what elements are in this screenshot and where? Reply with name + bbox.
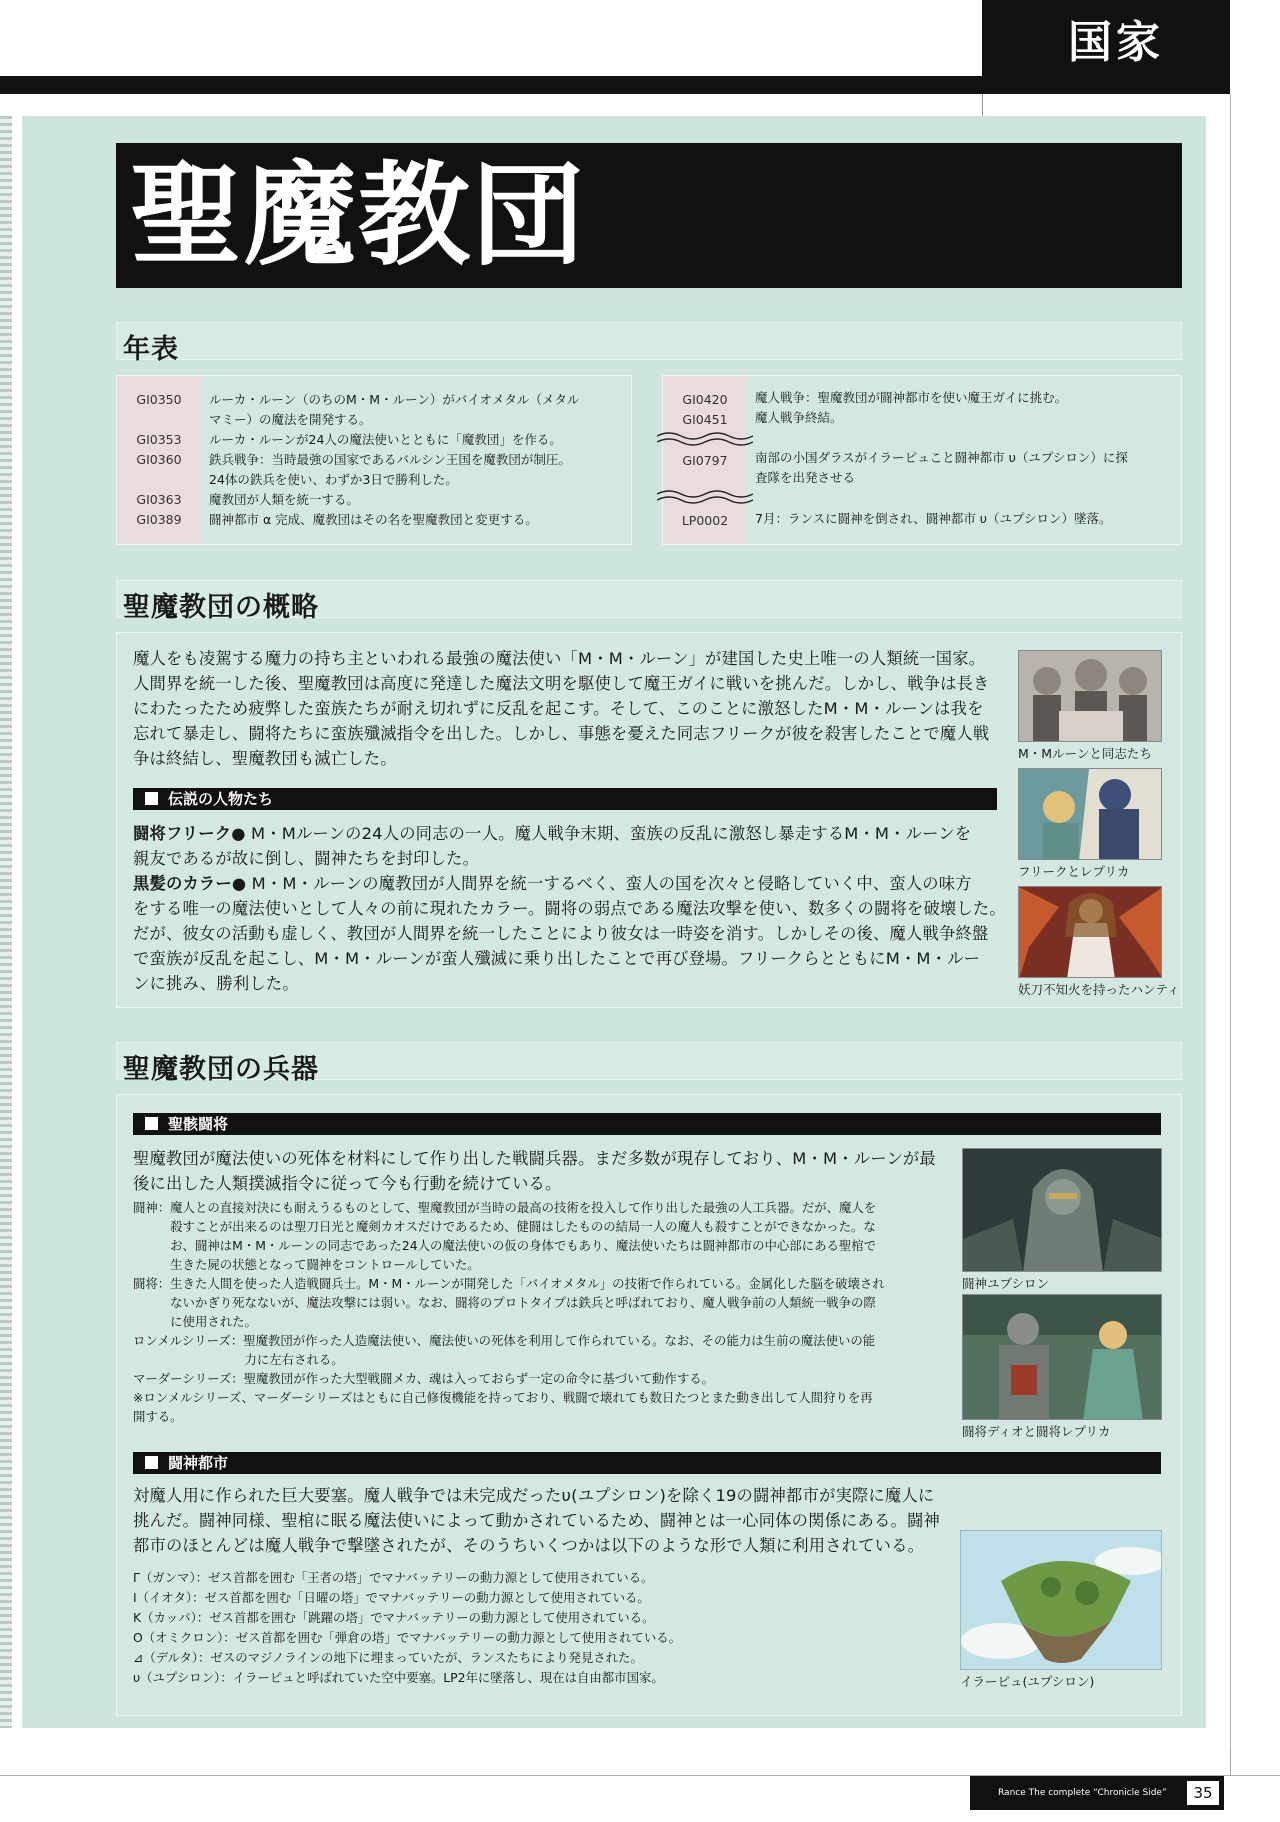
legend-name: 闘将フリーク● [133, 824, 246, 843]
overview-line: 忘れて暴走し、闘将たちに蛮族殲滅指令を出した。しかし、事態を憂えた同志フリークが彼を殺害したことで魔人戦 [133, 724, 990, 743]
city-intro-line: 対魔人用に作られた巨大要塞。魔人戦争では未完成だったυ(ユプシロン)を除く19の闘神都市が実際に魔人に [133, 1486, 935, 1505]
chrono-line: 南部の小国ダラスがイラーピュこと闘神都市 υ（ユプシロン）に探 [755, 450, 1128, 465]
overview-heading: 聖魔教団の概略 [123, 592, 319, 623]
holy-corpse-bar-label: 聖骸闘将 [168, 1115, 229, 1133]
legend-line: 親友であるが故に倒し、闘神たちを封印した。 [133, 849, 480, 868]
overview-line: にわたったため疲弊した蛮族たちが耐え切れずに反乱を起こす。そして、このことに激怒したM・M・ルーンは我を [133, 699, 984, 718]
caption: フリークとレプリカ [1018, 864, 1130, 879]
weapons-line: 闘将：生きた人間を使った人造戦闘兵士。M・M・ルーンが開発した「バイオメタル」の技術で作られている。金属化した脳を破壊され [133, 1276, 885, 1291]
caption: M・Mルーンと同志たち [1018, 746, 1152, 761]
legend-desc: M・Mルーンの24人の同志の一人。魔人戦争末期、蛮族の反乱に激怒し暴走するM・M・ルーンを [245, 824, 972, 843]
caption: 闘神ユプシロン [962, 1276, 1050, 1291]
page-edge-shade [0, 116, 12, 1728]
city-item: Γ（ガンマ）：ゼス首都を囲む「王者の塔」でマナバッテリーの動力源として使用されている。 [133, 1570, 654, 1585]
chrono-code: GI0797 [682, 453, 728, 468]
weapons-intro-line: 後に出した人類撲滅指令に従って今も行動を続けている。 [133, 1174, 562, 1193]
city-item: Ι（イオタ）：ゼス首都を囲む「日曜の塔」でマナバッテリーの動力源として使用されている。 [133, 1590, 650, 1605]
legend-line: だが、彼女の活動も虚しく、教団が人間界を統一したことにより彼女は一時姿を消す。しかしその後、魔人戦争終盤 [133, 924, 989, 943]
overview-text [133, 646, 1013, 771]
weapons-line: ないかぎり死なないが、魔法攻撃には弱い。なお、闘将のプロトタイプは鉄兵と呼ばれており、魔人戦争前の人類統一戦争の際 [133, 1295, 876, 1310]
bullet-square-icon [145, 792, 158, 805]
chrono-code: GI0363 [136, 492, 182, 507]
chronology-heading-box [116, 322, 1182, 365]
weapons-line: 力に左右される。 [133, 1352, 344, 1367]
toushin-city-bar-label: 闘神都市 [168, 1454, 229, 1472]
overview-line: 魔人をも凌駕する魔力の持ち主といわれる最強の魔法使い「M・M・ルーン」が建国した史上唯一の人類統一国家。 [133, 649, 986, 668]
weapons-line: 闘神：魔人との直接対決にも耐えうるものとして、聖魔教団が当時の最高の技術を投入して作り出した最強の人工兵器。だが、魔人を [133, 1200, 877, 1215]
chrono-code: LP0002 [681, 513, 729, 528]
section-tab-label: 国家 [1068, 17, 1164, 68]
weapons-list [133, 1198, 945, 1426]
chrono-text: 魔人戦争：聖魔教団が闘神都市を使い魔王ガイに挑む。 [755, 390, 1068, 405]
overview-line: 争は終結し、聖魔教団も滅亡した。 [133, 749, 397, 768]
chrono-text: 魔教団が人類を統一する。 [209, 492, 360, 507]
timeline-break-wave [657, 432, 753, 446]
chrono-line: ルーカ・ルーン（のちのM・M・ルーン）がバイオメタル（メタル [209, 392, 580, 407]
chronology-heading: 年表 [123, 334, 179, 365]
chronology-left-box [116, 375, 632, 545]
chrono-line: 査隊を出発させる [755, 470, 856, 485]
weapons-line: 殺すことが出来るのは聖刀日光と魔剣カオスだけであるため、健闘はしたものの結局一人の魔人も殺すことができなかった。な [133, 1219, 876, 1234]
chrono-text: ルーカ・ルーンが24人の魔法使いとともに「魔教団」を作る。 [209, 432, 562, 447]
footer-vertical-rule [1230, 1748, 1231, 1776]
weapons-line: マーダーシリーズ：聖魔教団が作った大型戦闘メカ、魂は入っておらず一定の命令に基づいて動作する。 [133, 1371, 714, 1386]
caption: イラーピュ(ユプシロン) [960, 1674, 1095, 1689]
legend-line: ンに挑み、勝利した。 [133, 974, 299, 993]
city-intro [133, 1483, 945, 1558]
chrono-text [209, 390, 579, 430]
chrono-line: 24体の鉄兵を使い、わずか3日で勝利した。 [209, 472, 458, 487]
legend-bar-label: 伝説の人物たち [168, 790, 274, 808]
weapons-line: ※ロンメルシリーズ、マーダーシリーズはともに自己修復機能を持っており、戦闘で壊れても数日たつとまた動き出して人間狩りを再 [133, 1390, 873, 1405]
weapons-heading-box [116, 1042, 1182, 1085]
legend-line [133, 871, 1013, 896]
weapons-line: 生きた屍の状態となって闘神をコントロールしていた。 [133, 1257, 480, 1272]
bullet-square-icon [145, 1117, 158, 1130]
bullet-square-icon [145, 1456, 158, 1469]
weapons-line: お、闘神はM・M・ルーンの同志であった24人の魔法使いの仮の身体でもあり、魔法使いたちは闘神都市の中心部にある聖棺で [133, 1238, 877, 1253]
chrono-text [209, 450, 571, 490]
illustration-tousho-dio-replica [962, 1294, 1162, 1420]
chrono-code: GI0360 [136, 452, 182, 467]
right-margin-rule [1230, 94, 1231, 1774]
timeline-break-wave [657, 490, 753, 504]
chrono-text [755, 448, 1128, 488]
footer-bar [970, 1776, 1224, 1810]
weapons-intro-line: 聖魔教団が魔法使いの死体を材料にして作り出した戦闘兵器。まだ多数が現存しており、M・M・ルーンが最 [133, 1149, 936, 1168]
chrono-code: GI0420 [682, 392, 728, 407]
city-item: Ο（オミクロン）：ゼス首都を囲む「弾倉の塔」でマナバッテリーの動力源として使用されている。 [133, 1630, 681, 1645]
city-intro-line: 挑んだ。闘神同様、聖棺に眠る魔法使いによって動かされているため、闘神とは一心同体の関係にある。闘神 [133, 1511, 940, 1530]
city-intro-line: 都市のほとんどは魔人戦争で撃墜されたが、そのうちいくつかは以下のような形で人類に利用されている。 [133, 1536, 925, 1555]
city-item: ⊿（デルタ）：ゼスのマジノラインの地下に埋まっていたが、ランスたちにより発見された。 [133, 1650, 643, 1665]
chrono-code: GI0451 [682, 412, 728, 427]
legend-desc: M・M・ルーンの魔教団が人間界を統一するべく、蛮人の国を次々と侵略していく中、蛮人の味方 [246, 874, 972, 893]
legend-text [133, 821, 1013, 996]
chrono-text: 闘神都市 α 完成、魔教団はその名を聖魔教団と変更する。 [209, 512, 538, 527]
tab-divider [982, 94, 983, 116]
chrono-code: GI0389 [136, 512, 182, 527]
book-title: Rance The complete “Chronicle Side” [998, 1788, 1167, 1798]
chronology-right-box [662, 375, 1182, 545]
holy-corpse-bar [133, 1113, 1161, 1135]
city-item: Κ（カッパ）：ゼス首都を囲む「跳躍の塔」でマナバッテリーの動力源として使用されている。 [133, 1610, 655, 1625]
chrono-text: 7月：ランスに闘神を倒され、闘神都市 υ（ユプシロン）墜落。 [755, 511, 1112, 526]
legend-line: をする唯一の魔法使いとして人々の前に現れたカラー。闘将の弱点である魔法攻撃を使い、数多くの闘将を破壊した。 [133, 899, 1006, 918]
illustration-freak-replica [1018, 768, 1162, 860]
page-number: 35 [1187, 1781, 1219, 1805]
city-list [133, 1568, 945, 1688]
chrono-code: GI0350 [136, 392, 182, 407]
weapons-intro [133, 1146, 945, 1196]
illustration-irapyu-upsilon [960, 1530, 1162, 1670]
weapons-line: 開する。 [133, 1409, 183, 1424]
caption: 妖刀不知火を持ったハンティ [1018, 982, 1180, 997]
legend-bar [133, 788, 997, 810]
city-item: υ（ユプシロン）：イラーピュと呼ばれていた空中要塞。LP2年に墜落し、現在は自由都市国家。 [133, 1670, 664, 1685]
chrono-text: 魔人戦争終結。 [755, 410, 843, 425]
section-tab [982, 0, 1230, 76]
weapons-line: ロンメルシリーズ：聖魔教団が作った人造魔法使い、魔法使いの死体を利用して作られている。なお、その能力は生前の魔法使いの能 [133, 1333, 876, 1348]
page-title: 聖魔教団 [130, 151, 586, 281]
toushin-city-bar [133, 1452, 1161, 1474]
caption: 闘将ディオと闘将レプリカ [962, 1424, 1111, 1439]
chrono-code: GI0353 [136, 432, 182, 447]
illustration-hanty [1018, 886, 1162, 978]
overview-line: 人間界を統一した後、聖魔教団は高度に発達した魔法文明を駆使して魔王ガイに戦いを挑んだ。しかし、戦争は長き [133, 674, 990, 693]
chrono-line: マミー）の魔法を開発する。 [209, 412, 372, 427]
weapons-line: に使用された。 [133, 1314, 257, 1329]
overview-heading-box [116, 580, 1182, 623]
chrono-line: 鉄兵戦争：当時最強の国家であるバルシン王国を魔教団が制圧。 [209, 452, 571, 467]
illustration-toushin-upsilon [962, 1148, 1162, 1272]
illustration-mm-rune-comrades [1018, 650, 1162, 742]
legend-line: で蛮族が反乱を起こし、M・M・ルーンが蛮人殲滅に乗り出したことで再び登場。フリークらとともにM・M・ルー [133, 949, 981, 968]
weapons-heading: 聖魔教団の兵器 [123, 1054, 319, 1085]
legend-name: 黒髪のカラー● [133, 874, 247, 893]
top-rule [0, 76, 1230, 94]
legend-line [133, 821, 1013, 846]
